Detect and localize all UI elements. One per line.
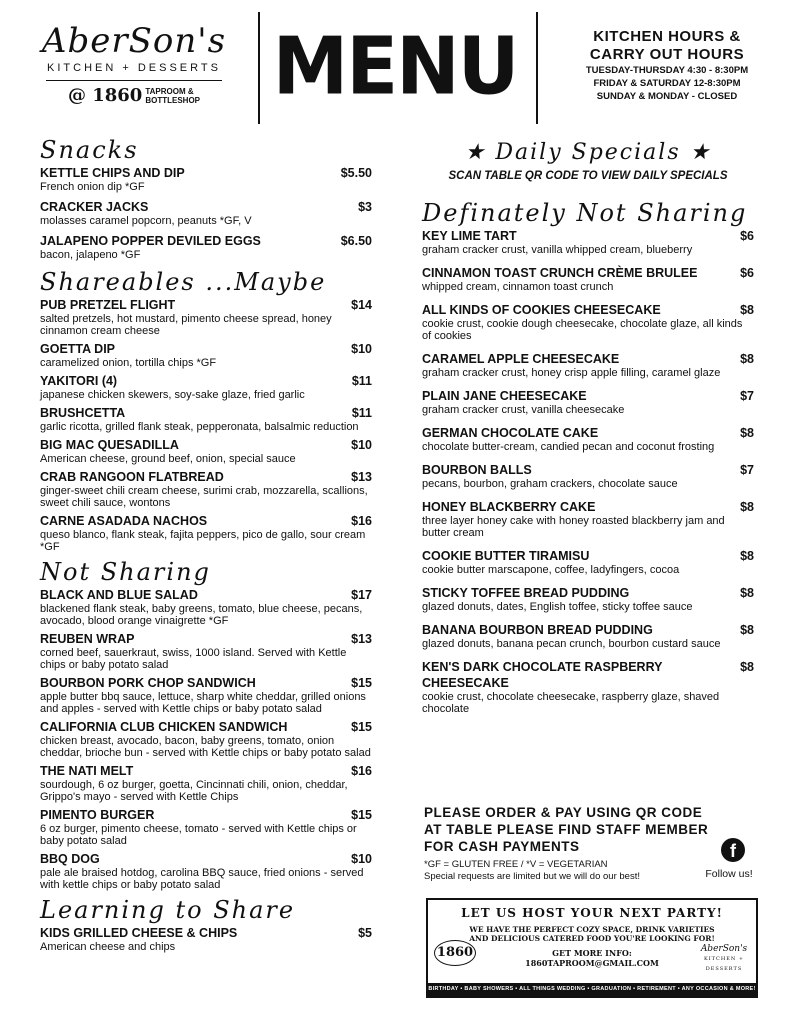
menu-item	[40, 297, 372, 337]
page-title: MENU	[272, 18, 518, 113]
menu-item-name: BANANA BOURBON BREAD PUDDING	[422, 623, 653, 637]
menu-item-row	[40, 437, 372, 453]
menu-item	[422, 499, 754, 539]
menu-item-row	[40, 165, 372, 181]
menu-item-row	[40, 297, 372, 313]
venue-type-line1: TAPROOM &	[145, 86, 194, 96]
facebook-link[interactable]	[705, 838, 758, 880]
menu-item-row	[422, 548, 754, 564]
menu-item-price: $10	[351, 438, 372, 452]
menu-item-name: BOURBON PORK CHOP SANDWICH	[40, 676, 256, 690]
shareables-section	[40, 267, 372, 553]
menu-item-name: KEY LIME TART	[422, 229, 517, 243]
menu-item-description: blackened flank steak, baby greens, tomato, blue cheese, pecans, avocado, blood orange vinaigrette *GF	[40, 603, 363, 627]
menu-item-row	[40, 807, 372, 823]
party-email[interactable]: 1860TAPROOM@GMAIL.COM	[525, 958, 659, 968]
menu-item-description: 6 oz burger, pimento cheese, tomato - served with Kettle chips or baby potato salad	[40, 823, 357, 847]
party-body-line1: WE HAVE THE PERFECT COZY SPACE, DRINK VARIETIES	[469, 925, 715, 934]
party-body-line2: AND DELICIOUS CATERED FOOD YOU'RE LOOKING FOR!	[469, 934, 715, 943]
menu-item-row	[40, 373, 372, 389]
menu-item-row	[40, 405, 372, 421]
section-title-desserts: Definately Not Sharing	[422, 199, 748, 227]
menu-item-price: $8	[740, 426, 754, 440]
menu-item-description: pale ale braised hotdog, carolina BBQ sauce, fried onions - served with kettle chips or baby potato salad	[40, 867, 364, 891]
menu-item	[40, 925, 372, 953]
menu-item-price: $8	[740, 586, 754, 600]
aberson-small-logo-text: AberSon's	[700, 944, 748, 954]
header-divider-left	[258, 12, 260, 124]
menu-item	[40, 165, 372, 193]
menu-item	[422, 228, 754, 256]
menu-item	[40, 405, 372, 433]
menu-item-description: apple butter bbq sauce, lettuce, sharp white cheddar, grilled onions and apples - served with Kettle chips or baby potato salad	[40, 691, 366, 715]
menu-item-row	[40, 341, 372, 357]
menu-list	[40, 297, 372, 553]
menu-item-description: garlic ricotta, grilled flank steak, pepperonata, balsalmic reduction	[40, 421, 359, 433]
menu-list	[422, 228, 754, 715]
right-column	[422, 138, 754, 724]
menu-item-description: queso blanco, flank steak, fajita peppers, pico de gallo, sour cream *GF	[40, 529, 366, 553]
menu-item-description: chocolate butter-cream, candied pecan and coconut frosting	[422, 441, 715, 453]
menu-item-price: $15	[351, 720, 372, 734]
menu-item-row	[40, 719, 372, 735]
menu-item	[422, 462, 754, 490]
menu-item-row	[422, 351, 754, 367]
menu-item-price: $8	[740, 660, 754, 674]
menu-item-name: BIG MAC QUESADILLA	[40, 438, 179, 452]
facebook-icon[interactable]: f	[721, 838, 745, 862]
menu-item-description: French onion dip *GF	[40, 181, 145, 193]
menu-item-row	[422, 462, 754, 478]
menu-item-price: $5.50	[340, 166, 372, 180]
menu-item-row	[422, 425, 754, 441]
menu-item-description: sourdough, 6 oz burger, goetta, Cincinnati chili, onion, cheddar, Grippo's mayo - served with Kettle Chips	[40, 779, 348, 803]
menu-item-price: $8	[740, 623, 754, 637]
snacks-section	[40, 135, 372, 261]
menu-item-price: $15	[351, 808, 372, 822]
menu-item-price: $5	[358, 926, 372, 940]
venue-type	[145, 87, 200, 105]
menu-item-price: $11	[351, 406, 372, 420]
menu-item-description: three layer honey cake with honey roasted blackberry jam and butter cream	[422, 515, 725, 539]
menu-item-price: $11	[351, 374, 372, 388]
menu-item-name: KIDS GRILLED CHEESE & CHIPS	[40, 926, 238, 940]
menu-item-price: $3	[358, 200, 372, 214]
menu-item-name: BRUSHCETTA	[40, 406, 126, 420]
menu-item-name: KEN'S DARK CHOCOLATE RASPBERRY CHEESECAKE	[422, 660, 663, 690]
menu-item-description: molasses caramel popcorn, peanuts *GF, V	[40, 215, 252, 227]
menu-item	[422, 388, 754, 416]
menu-item-price: $8	[740, 303, 754, 317]
menu-item-price: $10	[351, 852, 372, 866]
menu-item-description: corned beef, sauerkraut, swiss, 1000 island. Served with Kettle chips or baby potato salad	[40, 647, 347, 671]
menu-item-price: $13	[351, 632, 372, 646]
menu-item-price: $10	[351, 342, 372, 356]
menu-item	[40, 763, 372, 803]
menu-item-description: chicken breast, avocado, bacon, baby greens, tomato, onion cheddar, brioche bun - served with Kettle chips or baby potato salad	[40, 735, 371, 759]
menu-item-name: REUBEN WRAP	[40, 632, 135, 646]
menu-item-row	[40, 675, 372, 691]
menu-item-price: $16	[351, 514, 372, 528]
menu-item-description: ginger-sweet chili cream cheese, surimi crab, mozzarella, scallions, sweet chili sauce, wontons	[40, 485, 368, 509]
menu-item-price: $15	[351, 676, 372, 690]
section-title-kids: Learning to Share	[40, 896, 296, 924]
menu-item	[422, 622, 754, 650]
menu-item	[40, 719, 372, 759]
venue-at: @ 1860	[67, 85, 143, 106]
menu-item	[40, 513, 372, 553]
menu-item-name: GERMAN CHOCOLATE CAKE	[422, 426, 599, 440]
menu-item	[422, 425, 754, 453]
daily-specials-subtitle: SCAN TABLE QR CODE TO VIEW DAILY SPECIALS	[448, 170, 728, 182]
menu-item-name: CRAB RANGOON FLATBREAD	[40, 470, 224, 484]
menu-item-name: BOURBON BALLS	[422, 463, 532, 477]
menu-item-name: GOETTA DIP	[40, 342, 115, 356]
menu-item-row	[422, 499, 754, 515]
menu-list	[40, 925, 372, 953]
menu-item-description: cookie crust, chocolate cheesecake, raspberry glaze, shaved chocolate	[422, 691, 720, 715]
menu-item	[422, 265, 754, 293]
menu-item-row	[40, 513, 372, 529]
not-sharing-section	[40, 557, 372, 891]
menu-item-name: CRACKER JACKS	[40, 200, 149, 214]
menu-item	[40, 587, 372, 627]
menu-item-name: PIMENTO BURGER	[40, 808, 155, 822]
party-promo-box	[426, 898, 758, 998]
diet-legend: *GF = GLUTEN FREE / *V = VEGETARIAN	[424, 859, 608, 870]
menu-item-description: graham cracker crust, vanilla cheesecake	[422, 404, 625, 416]
menu-item-row	[40, 469, 372, 485]
venue-line	[28, 85, 240, 106]
menu-item-price: $6	[740, 229, 754, 243]
section-title-not-sharing: Not Sharing	[40, 558, 211, 586]
menu-item-price: $7	[740, 389, 754, 403]
menu-item-description: caramelized onion, tortilla chips *GF	[40, 357, 217, 369]
menu-item	[40, 437, 372, 465]
menu-item-name: CARNE ASADADA NACHOS	[40, 514, 208, 528]
menu-item-price: $16	[351, 764, 372, 778]
occasions-strip: BIRTHDAY • BABY SHOWERS • ALL THINGS WEDDING • GRADUATION • RETIREMENT • ANY OCCASION & MORE!	[428, 983, 756, 996]
menu-item-name: STICKY TOFFEE BREAD PUDDING	[422, 586, 630, 600]
brand-divider	[46, 80, 222, 81]
menu-item-row	[40, 631, 372, 647]
menu-item-description: pecans, bourbon, graham crackers, chocolate sauce	[422, 478, 678, 490]
menu-item-name: PLAIN JANE CHEESECAKE	[422, 389, 587, 403]
menu-item-price: $6.50	[340, 234, 372, 248]
hours-line: SUNDAY & MONDAY - CLOSED	[596, 91, 738, 102]
follow-us-label: Follow us!	[705, 868, 753, 880]
daily-specials-title: ★ Daily Specials ★	[464, 140, 712, 165]
menu-item-name: THE NATI MELT	[40, 764, 134, 778]
menu-item-row	[422, 585, 754, 601]
menu-item	[40, 675, 372, 715]
menu-item-description: graham cracker crust, vanilla whipped cream, blueberry	[422, 244, 693, 256]
kitchen-hours	[552, 28, 782, 103]
menu-item	[422, 585, 754, 613]
menu-item-description: cookie butter marscapone, coffee, ladyfingers, cocoa	[422, 564, 680, 576]
special-requests-note: Special requests are limited but we will do our best!	[424, 871, 640, 882]
menu-item-description: whipped cream, cinnamon toast crunch	[422, 281, 614, 293]
menu-item-name: CALIFORNIA CLUB CHICKEN SANDWICH	[40, 720, 288, 734]
menu-item	[422, 302, 754, 342]
menu-item	[422, 548, 754, 576]
hours-heading-line2: CARRY OUT HOURS	[589, 46, 745, 63]
menu-item-row	[40, 851, 372, 867]
menu-list	[40, 587, 372, 891]
menu-item-row	[422, 659, 754, 691]
menu-item-description: graham cracker crust, honey crisp apple filling, caramel glaze	[422, 367, 721, 379]
hours-heading-line1: KITCHEN HOURS &	[593, 28, 741, 45]
menu-item-price: $17	[351, 588, 372, 602]
menu-item-price: $8	[740, 549, 754, 563]
menu-item-row	[422, 228, 754, 244]
menu-item-description: salted pretzels, hot mustard, pimento cheese spread, honey cinnamon cream cheese	[40, 313, 332, 337]
left-column	[40, 135, 372, 955]
menu-item-name: PUB PRETZEL FLIGHT	[40, 298, 176, 312]
menu-item-name: ALL KINDS OF COOKIES CHEESECAKE	[422, 303, 661, 317]
menu-item-name: COOKIE BUTTER TIRAMISU	[422, 549, 590, 563]
menu-item-row	[422, 622, 754, 638]
menu-item-row	[40, 587, 372, 603]
menu-item-row	[422, 265, 754, 281]
menu-item	[40, 851, 372, 891]
header-divider-right	[536, 12, 538, 124]
aberson-small-logo	[696, 944, 752, 974]
menu-item-row	[40, 233, 372, 249]
party-info-label: GET MORE INFO:	[552, 948, 632, 958]
menu-item	[40, 233, 372, 261]
menu-item-description: bacon, jalapeno *GF	[40, 249, 141, 261]
hours-line: FRIDAY & SATURDAY 12-8:30PM	[593, 78, 741, 89]
menu-item-description: American cheese and chips	[40, 941, 176, 953]
section-title-shareables: Shareables ...Maybe	[40, 268, 327, 296]
brand-subtitle: KITCHEN + DESSERTS	[47, 62, 221, 74]
menu-list	[40, 165, 372, 261]
menu-item	[422, 351, 754, 379]
hours-line: TUESDAY-THURSDAY 4:30 - 8:30PM	[585, 65, 749, 76]
aberson-small-logo-sub: KITCHEN + DESSERTS	[703, 956, 745, 972]
menu-item-name: JALAPENO POPPER DEVILED EGGS	[40, 234, 261, 248]
menu-item-description: glazed donuts, banana pecan crunch, bourbon custard sauce	[422, 638, 721, 650]
menu-item	[40, 199, 372, 227]
menu-item-description: japanese chicken skewers, soy-sake glaze, fried garlic	[40, 389, 305, 401]
menu-item	[40, 807, 372, 847]
menu-item-description: American cheese, ground beef, onion, special sauce	[40, 453, 296, 465]
order-message: PLEASE ORDER & PAY USING QR CODE AT TABLE PLEASE FIND STAFF MEMBER FOR CASH PAYMENTS	[424, 805, 709, 854]
menu-item-description: glazed donuts, dates, English toffee, sticky toffee sauce	[422, 601, 693, 613]
menu-item-name: CARAMEL APPLE CHEESECAKE	[422, 352, 620, 366]
menu-item	[40, 373, 372, 401]
menu-item	[40, 631, 372, 671]
menu-item-name: CINNAMON TOAST CRUNCH CRÈME BRULEE	[422, 266, 698, 280]
menu-item-row	[40, 199, 372, 215]
menu-item-row	[40, 925, 372, 941]
menu-item-name: YAKITORI (4)	[40, 374, 118, 388]
venue-type-line2: BOTTLESHOP	[145, 95, 201, 105]
menu-item-price: $7	[740, 463, 754, 477]
menu-item-price: $8	[740, 500, 754, 514]
menu-item	[422, 659, 754, 715]
section-title-snacks: Snacks	[40, 136, 139, 164]
menu-item-name: BLACK AND BLUE SALAD	[40, 588, 198, 602]
menu-item-row	[40, 763, 372, 779]
menu-item-name: HONEY BLACKBERRY CAKE	[422, 500, 596, 514]
kids-section	[40, 895, 372, 953]
brand-logo-block	[28, 14, 240, 126]
menu-item-row	[422, 302, 754, 318]
menu-item-name: KETTLE CHIPS AND DIP	[40, 166, 185, 180]
menu-item-price: $14	[351, 298, 372, 312]
party-heading: LET US HOST YOUR NEXT PARTY!	[461, 906, 723, 920]
party-body	[428, 925, 756, 943]
taproom-logo: 1860	[434, 940, 476, 966]
menu-item	[40, 469, 372, 509]
menu-item	[40, 341, 372, 369]
menu-item-description: cookie crust, cookie dough cheesecake, chocolate glaze, all kinds of cookies	[422, 318, 743, 342]
menu-item-price: $13	[351, 470, 372, 484]
brand-logo: AberSon's	[41, 21, 227, 61]
menu-item-price: $6	[740, 266, 754, 280]
menu-item-name: BBQ DOG	[40, 852, 100, 866]
menu-item-price: $8	[740, 352, 754, 366]
menu-item-row	[422, 388, 754, 404]
